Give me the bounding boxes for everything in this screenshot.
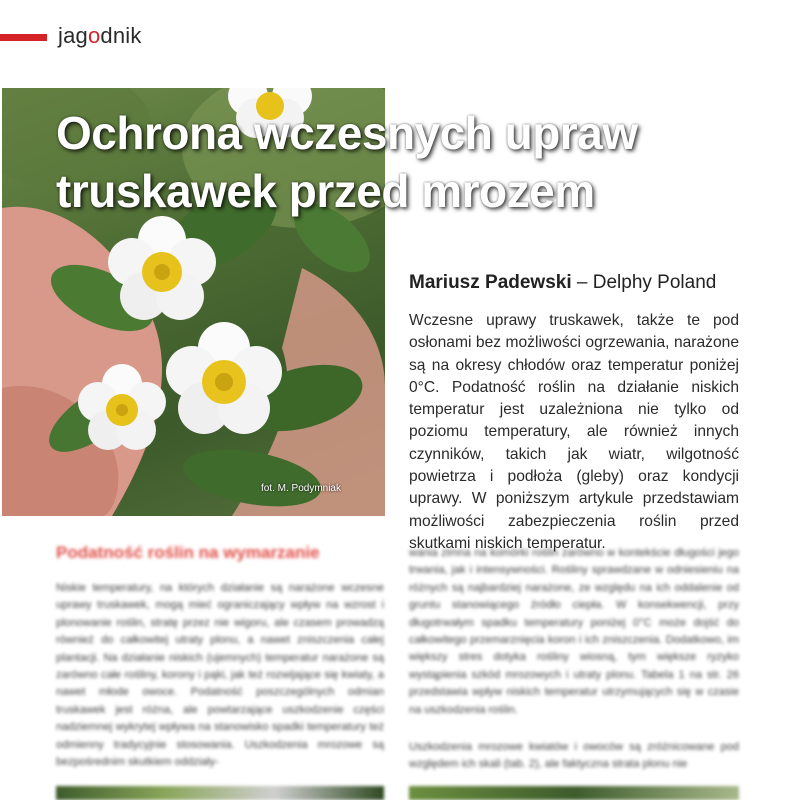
author-organization: Delphy Poland (592, 272, 717, 293)
article-title: Ochrona wczesnych upraw truskawek przed mrozem (56, 107, 638, 217)
bottom-photo-right (409, 786, 739, 800)
author-separator: – (571, 272, 593, 293)
body-column-right: wania zimna na komórki roślin zarówno w kontekście długości jego trwania, jak i intensywności. Rośliny sprawdzane w odniesieniu na różnych są najbardziej narażone, ze względu na ich oddalenie od gruntu stanowiącego źródło ciepła. W konsekwencji, przy długotrwałym spadku temperatury poniżej 0°C może dojść do całkowitego przemarznięcia koron i ich zniszczenia. Dodatkowo, im większy stres dotyka rośliny wiosną, tym większe ryzyko wystąpienia szkód mrozowych i utraty plonu. Tabela 1 na str. 26 przedstawia wpływ niskich temperatur utrzymujących się w czasie na uszkodzenia roślin. (409, 547, 739, 716)
bottom-photo-left (56, 786, 384, 800)
article-lead: Wczesne uprawy truskawek, także te pod osłonami bez możliwości ogrzewania, narażone są na okresy chłodów oraz temperatur poniżej 0°C. Podatność roślin na działanie niskich temperatur jest uzależniona nie tylko od poziomu temperatury, ale również innych czynników, takich jak wiatr, wilgotność powietrza i podłoża (gleby) oraz kondycji uprawy. W poniższym artykule przedstawiam możliwości zabezpieczenia roślin przed skutkami niskich temperatur. (409, 312, 739, 552)
magazine-logo[interactable]: jagodnik (58, 23, 142, 48)
heart-icon: o (87, 23, 101, 48)
photo-credit: fot. M. Podymniak (260, 483, 341, 494)
section-heading: Podatność roślin na wymarzanie (56, 543, 320, 562)
author-name: Mariusz Padewski (409, 272, 572, 293)
body-column-left: Niskie temperatury, na których działanie są narażone wczesne uprawy truskawek, mogą mieć ograniczający wpływ na wzrost i plonowanie roślin, stratę przez nie wigoru, ale czasem prowadzą również do całkowitej utraty plonu, a nawet zniszczenia całej plantacji. Na działanie niskich (ujemnych) temperatur narażone są zarówno całe rośliny, korony i pąki, jak też rozwijające się kwiaty, a nawet młode owoce. Podatność poszczególnych odmian truskawek jest różna, ale powtarzające uszkodzenie części nadziemnej wykrytej wpływa na stanowisko spadki temperatury też odmienny tradycyjnie stosowania. Uszkodzenia mrozowe są bezpośrednim skutkiem oddziały- (56, 582, 384, 769)
header-accent-bar (0, 34, 47, 41)
body-column-right-continued: Uszkodzenia mrozowe kwiatów i owoców są zróżnicowane pod względem ich skali (tab. 2), ale faktyczna strata plonu nie (409, 741, 739, 771)
author-byline (409, 272, 716, 294)
